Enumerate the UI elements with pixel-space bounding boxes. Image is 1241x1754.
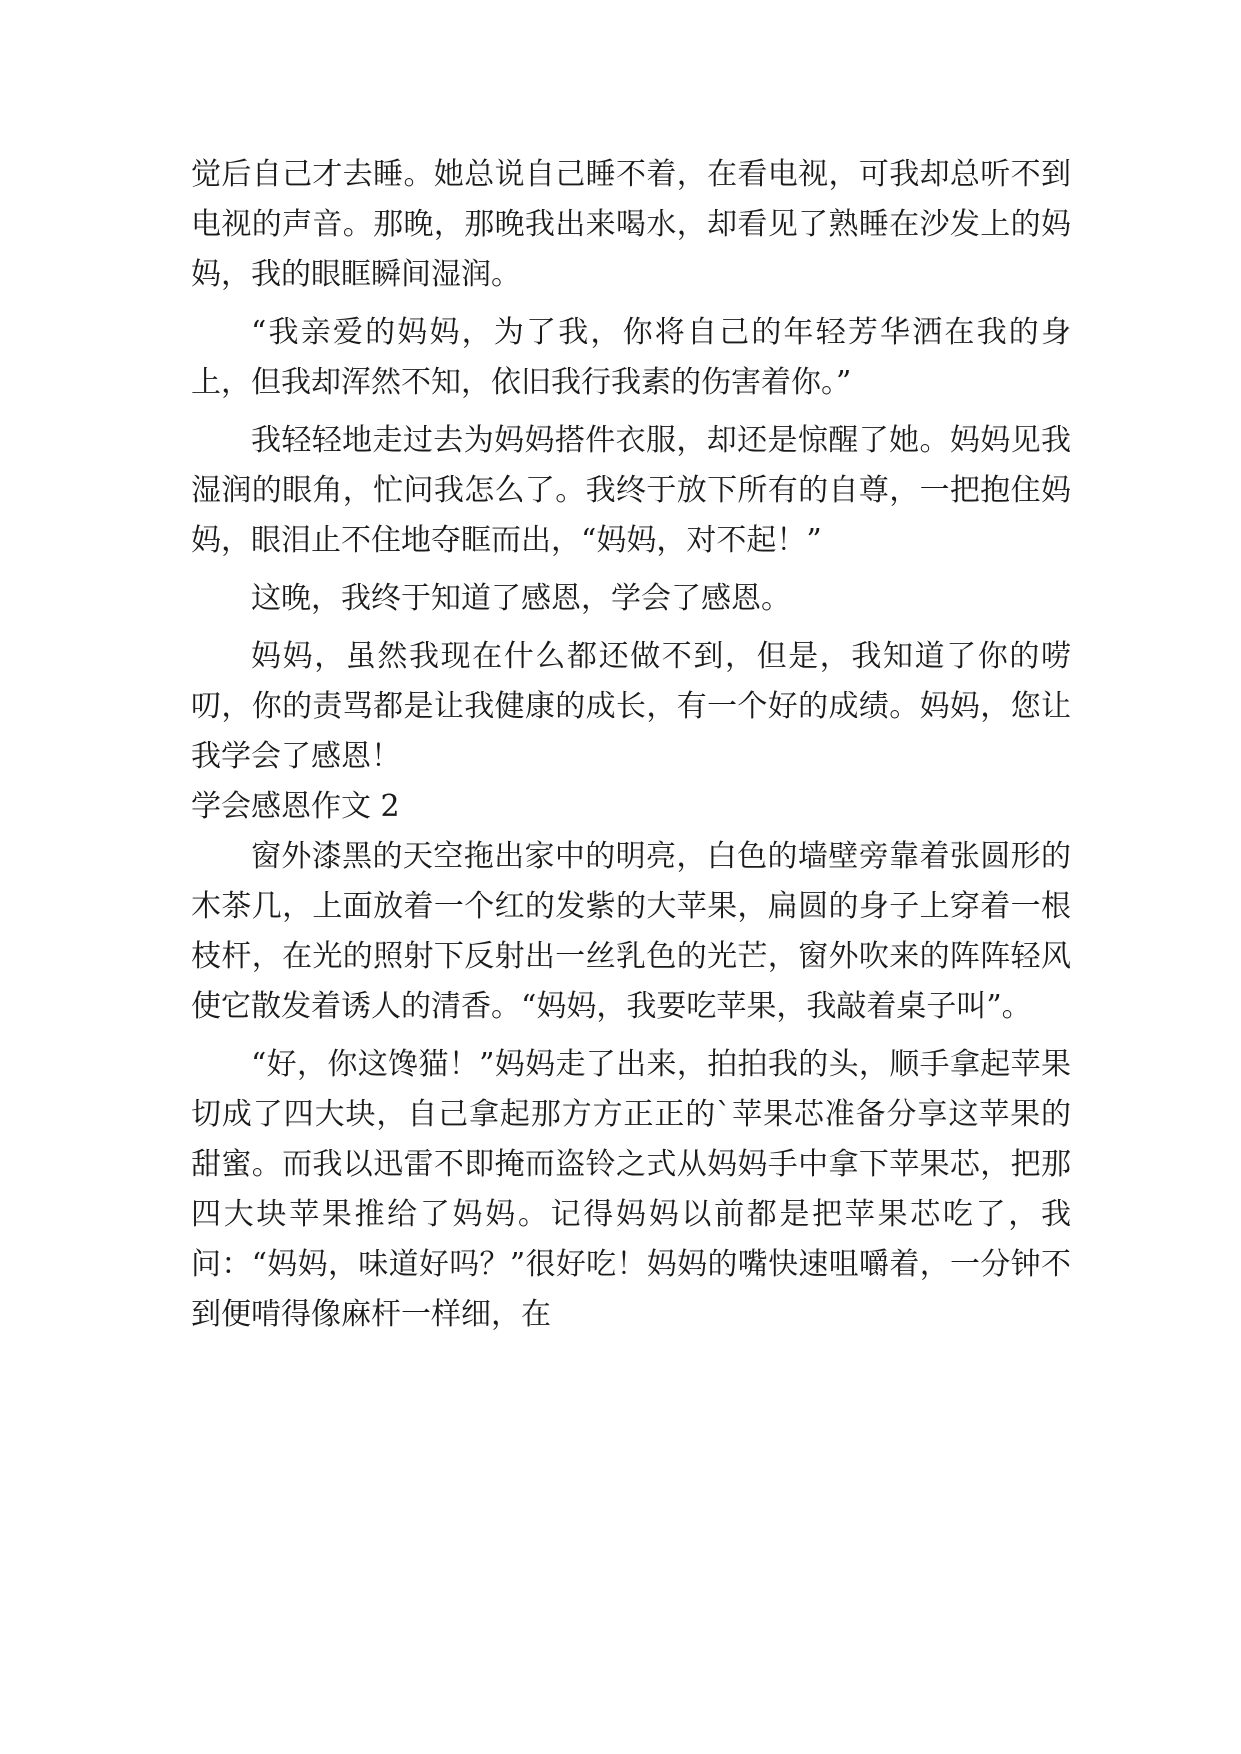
paragraph: 我轻轻地走过去为妈妈搭件衣服，却还是惊醒了她。妈妈见我湿润的眼角，忙问我怎么了。我终于放下所有的自尊，一把抱住妈妈，眼泪止不住地夺眶而出，“妈妈，对不起！” [191, 423, 1071, 558]
paragraph: 窗外漆黑的天空拖出家中的明亮，白色的墙壁旁靠着张圆形的木茶几，上面放着一个红的发紫的大苹果，扁圆的身子上穿着一根枝杆，在光的照射下反射出一丝乳色的光芒，窗外吹来的阵阵轻风使它散发着诱人的清香。“妈妈，我要吃苹果，我敲着桌子叫”。 [191, 839, 1071, 1024]
document-body [191, 150, 1071, 1340]
paragraph: 妈妈，虽然我现在什么都还做不到，但是，我知道了你的唠叨，你的责骂都是让我健康的成长，有一个好的成绩。妈妈，您让我学会了感恩！ [191, 639, 1071, 774]
paragraph: 觉后自己才去睡。她总说自己睡不着，在看电视，可我却总听不到电视的声音。那晚，那晚我出来喝水，却看见了熟睡在沙发上的妈妈，我的眼眶瞬间湿润。 [191, 157, 1071, 292]
paragraph: 这晚，我终于知道了感恩，学会了感恩。 [251, 581, 791, 616]
section-title: 学会感恩作文 2 [191, 789, 400, 824]
paragraph: “好，你这馋猫！”妈妈走了出来，拍拍我的头，顺手拿起苹果切成了四大块，自己拿起那方方正正的`苹果芯准备分享这苹果的甜蜜。而我以迅雷不即掩而盗铃之式从妈妈手中拿下苹果芯，把那四大块苹果推给了妈妈。记得妈妈以前都是把苹果芯吃了，我问：“妈妈，味道好吗？”很好吃！妈妈的嘴快速咀嚼着，一分钟不到便啃得像麻杆一样细，在 [191, 1047, 1071, 1332]
paragraph: “我亲爱的妈妈，为了我，你将自己的年轻芳华洒在我的身上，但我却浑然不知，依旧我行我素的伤害着你。” [191, 315, 1071, 400]
